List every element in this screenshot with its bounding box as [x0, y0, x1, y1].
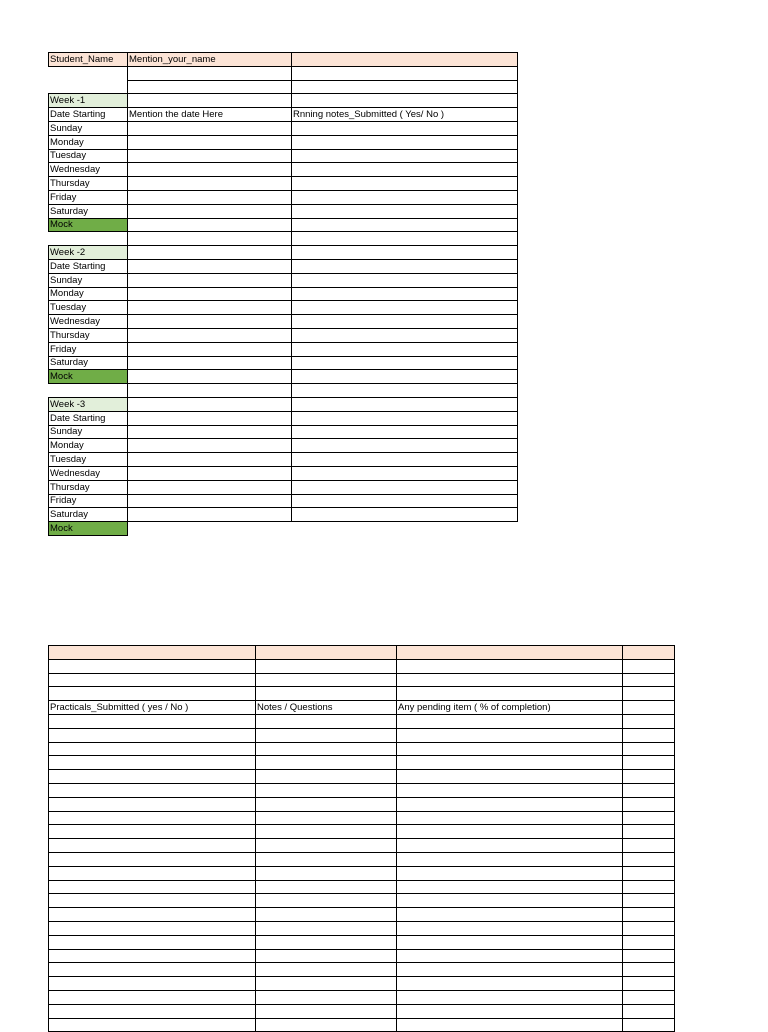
- cell[interactable]: [256, 852, 397, 866]
- cell[interactable]: [292, 177, 518, 191]
- cell[interactable]: [128, 80, 292, 94]
- mock-row: [49, 522, 518, 536]
- header-cell[interactable]: [397, 646, 623, 660]
- cell[interactable]: [623, 770, 675, 784]
- cell[interactable]: [128, 397, 292, 411]
- date-starting-label[interactable]: Date Starting: [49, 259, 128, 273]
- cell[interactable]: [128, 135, 292, 149]
- date-value-cell[interactable]: [128, 411, 292, 425]
- labels-row: [49, 701, 675, 715]
- cell[interactable]: [49, 990, 256, 1004]
- cell[interactable]: [292, 273, 518, 287]
- day-label[interactable]: Saturday: [49, 508, 128, 522]
- student-name-header[interactable]: Student_Name: [49, 53, 128, 67]
- blank-row: [49, 687, 675, 701]
- day-label[interactable]: Tuesday: [49, 149, 128, 163]
- cell[interactable]: [128, 315, 292, 329]
- cell[interactable]: [292, 370, 518, 384]
- cell[interactable]: [623, 1004, 675, 1018]
- cell[interactable]: [49, 880, 256, 894]
- weekly-schedule-table: [48, 52, 518, 536]
- cell[interactable]: [623, 659, 675, 673]
- cell[interactable]: [256, 866, 397, 880]
- week-row: [49, 94, 518, 108]
- day-row: [49, 273, 518, 287]
- blank-row: [49, 977, 675, 991]
- cell[interactable]: [623, 908, 675, 922]
- day-row: [49, 494, 518, 508]
- cell[interactable]: [623, 880, 675, 894]
- cell[interactable]: [256, 963, 397, 977]
- cell[interactable]: [397, 728, 623, 742]
- cell[interactable]: [292, 342, 518, 356]
- cell[interactable]: [397, 963, 623, 977]
- pending-item-label[interactable]: Any pending item ( % of completion): [397, 701, 623, 715]
- day-row: [49, 204, 518, 218]
- weekly-schedule-body: [49, 53, 518, 536]
- day-label[interactable]: Thursday: [49, 480, 128, 494]
- day-row: [49, 466, 518, 480]
- cell[interactable]: [623, 811, 675, 825]
- cell[interactable]: [128, 190, 292, 204]
- spacer-row: [49, 384, 518, 398]
- cell[interactable]: [623, 921, 675, 935]
- cell[interactable]: [397, 783, 623, 797]
- date-value-cell[interactable]: [128, 259, 292, 273]
- blank-row: [49, 811, 675, 825]
- date-starting-label[interactable]: Date Starting: [49, 411, 128, 425]
- cell[interactable]: [256, 894, 397, 908]
- cell[interactable]: [49, 714, 256, 728]
- cell[interactable]: [623, 852, 675, 866]
- week-label[interactable]: Week -3: [49, 397, 128, 411]
- day-row: [49, 190, 518, 204]
- cell[interactable]: [49, 811, 256, 825]
- header-cell[interactable]: [49, 646, 256, 660]
- cell[interactable]: [397, 839, 623, 853]
- week-row: [49, 246, 518, 260]
- cell[interactable]: [256, 825, 397, 839]
- cell[interactable]: [292, 163, 518, 177]
- date-starting-row: [49, 108, 518, 122]
- running-notes-cell[interactable]: Rnning notes_Submitted ( Yes/ No ): [292, 108, 518, 122]
- cell[interactable]: [623, 673, 675, 687]
- cell[interactable]: [292, 480, 518, 494]
- blank-row: [49, 1018, 675, 1032]
- cell[interactable]: [623, 756, 675, 770]
- mock-row: [49, 218, 518, 232]
- cell[interactable]: [623, 783, 675, 797]
- cell[interactable]: [49, 232, 128, 246]
- cell[interactable]: [128, 232, 292, 246]
- cell[interactable]: [49, 935, 256, 949]
- day-row: [49, 425, 518, 439]
- cell[interactable]: [128, 384, 292, 398]
- day-row: [49, 480, 518, 494]
- cell[interactable]: [256, 935, 397, 949]
- cell[interactable]: [292, 301, 518, 315]
- cell[interactable]: [623, 825, 675, 839]
- cell[interactable]: [292, 66, 518, 80]
- cell[interactable]: [256, 742, 397, 756]
- blank-row: [49, 866, 675, 880]
- cell[interactable]: [397, 977, 623, 991]
- cell[interactable]: [256, 728, 397, 742]
- cell[interactable]: [128, 508, 292, 522]
- cell[interactable]: [292, 204, 518, 218]
- blank-row: [49, 783, 675, 797]
- cell[interactable]: [128, 204, 292, 218]
- cell[interactable]: [292, 315, 518, 329]
- day-label[interactable]: Tuesday: [49, 301, 128, 315]
- cell[interactable]: [49, 756, 256, 770]
- cell[interactable]: [292, 356, 518, 370]
- cell[interactable]: [49, 659, 256, 673]
- cell[interactable]: [623, 687, 675, 701]
- blank-row: [49, 908, 675, 922]
- cell[interactable]: [292, 135, 518, 149]
- day-label[interactable]: Friday: [49, 494, 128, 508]
- blank-row: [49, 949, 675, 963]
- cell[interactable]: [128, 301, 292, 315]
- day-label[interactable]: Tuesday: [49, 453, 128, 467]
- cell[interactable]: [256, 770, 397, 784]
- day-label[interactable]: Friday: [49, 190, 128, 204]
- cell[interactable]: [256, 1004, 397, 1018]
- cell[interactable]: [128, 246, 292, 260]
- cell[interactable]: [128, 522, 292, 536]
- date-starting-row: [49, 411, 518, 425]
- blank-row: [49, 673, 675, 687]
- cell[interactable]: [49, 839, 256, 853]
- cell[interactable]: [397, 1004, 623, 1018]
- mock-label[interactable]: Mock: [49, 522, 128, 536]
- cell[interactable]: [256, 990, 397, 1004]
- cell[interactable]: [292, 80, 518, 94]
- cell[interactable]: [128, 453, 292, 467]
- cell[interactable]: [397, 797, 623, 811]
- cell[interactable]: [49, 825, 256, 839]
- cell[interactable]: [292, 453, 518, 467]
- cell[interactable]: [623, 949, 675, 963]
- header-cell[interactable]: [292, 53, 518, 67]
- cell[interactable]: [128, 218, 292, 232]
- cell[interactable]: [256, 673, 397, 687]
- day-row: [49, 163, 518, 177]
- cell[interactable]: [292, 287, 518, 301]
- cell[interactable]: [49, 1004, 256, 1018]
- cell[interactable]: [397, 935, 623, 949]
- cell[interactable]: [128, 163, 292, 177]
- day-row: [49, 301, 518, 315]
- cell[interactable]: [397, 770, 623, 784]
- header-cell[interactable]: [623, 646, 675, 660]
- day-label[interactable]: Wednesday: [49, 163, 128, 177]
- cell[interactable]: [623, 866, 675, 880]
- cell[interactable]: [292, 246, 518, 260]
- header-row: [49, 53, 518, 67]
- day-label[interactable]: Thursday: [49, 177, 128, 191]
- cell[interactable]: [128, 480, 292, 494]
- cell[interactable]: [49, 908, 256, 922]
- cell[interactable]: [128, 287, 292, 301]
- cell[interactable]: [292, 522, 518, 536]
- cell[interactable]: [292, 328, 518, 342]
- cell[interactable]: [292, 232, 518, 246]
- blank-row: [49, 728, 675, 742]
- cell[interactable]: [623, 977, 675, 991]
- cell[interactable]: [128, 273, 292, 287]
- day-label[interactable]: Sunday: [49, 425, 128, 439]
- day-label[interactable]: Monday: [49, 439, 128, 453]
- cell[interactable]: [128, 149, 292, 163]
- cell[interactable]: [623, 701, 675, 715]
- cell[interactable]: [292, 94, 518, 108]
- cell[interactable]: [623, 894, 675, 908]
- blank-row: [49, 839, 675, 853]
- cell[interactable]: [292, 439, 518, 453]
- blank-row: [49, 825, 675, 839]
- day-label[interactable]: Monday: [49, 135, 128, 149]
- cell[interactable]: [49, 742, 256, 756]
- cell[interactable]: [623, 839, 675, 853]
- practicals-submitted-label[interactable]: Practicals_Submitted ( yes / No ): [49, 701, 256, 715]
- day-label[interactable]: Saturday: [49, 356, 128, 370]
- cell[interactable]: [292, 149, 518, 163]
- cell[interactable]: [256, 949, 397, 963]
- cell[interactable]: [128, 425, 292, 439]
- cell[interactable]: [397, 1018, 623, 1032]
- day-label[interactable]: Saturday: [49, 204, 128, 218]
- cell[interactable]: [128, 66, 292, 80]
- cell[interactable]: [49, 852, 256, 866]
- day-label[interactable]: Monday: [49, 287, 128, 301]
- cell[interactable]: [49, 728, 256, 742]
- cell[interactable]: [256, 714, 397, 728]
- cell[interactable]: [128, 328, 292, 342]
- cell[interactable]: [256, 811, 397, 825]
- blank-row: [49, 935, 675, 949]
- cell[interactable]: [49, 949, 256, 963]
- cell[interactable]: [623, 714, 675, 728]
- cell[interactable]: [256, 880, 397, 894]
- cell[interactable]: [49, 1018, 256, 1032]
- day-row: [49, 315, 518, 329]
- day-row: [49, 453, 518, 467]
- day-row: [49, 135, 518, 149]
- notes-questions-label[interactable]: Notes / Questions: [256, 701, 397, 715]
- cell[interactable]: [49, 384, 128, 398]
- cell[interactable]: [256, 977, 397, 991]
- cell[interactable]: [397, 687, 623, 701]
- cell[interactable]: [256, 1018, 397, 1032]
- cell[interactable]: [292, 121, 518, 135]
- cell[interactable]: [623, 728, 675, 742]
- day-label[interactable]: Wednesday: [49, 466, 128, 480]
- blank-row: [49, 963, 675, 977]
- cell[interactable]: [397, 714, 623, 728]
- cell[interactable]: [256, 921, 397, 935]
- cell[interactable]: [128, 439, 292, 453]
- mock-label[interactable]: Mock: [49, 218, 128, 232]
- cell[interactable]: [49, 783, 256, 797]
- cell[interactable]: [49, 963, 256, 977]
- blank-row: [49, 659, 675, 673]
- week-label[interactable]: Week -2: [49, 246, 128, 260]
- blank-row: [49, 770, 675, 784]
- day-label[interactable]: Wednesday: [49, 315, 128, 329]
- day-row: [49, 121, 518, 135]
- running-notes-cell[interactable]: [292, 259, 518, 273]
- practicals-table: [48, 645, 675, 1032]
- cell[interactable]: [292, 466, 518, 480]
- cell[interactable]: [397, 742, 623, 756]
- cell[interactable]: [49, 894, 256, 908]
- cell[interactable]: [49, 921, 256, 935]
- cell[interactable]: [397, 866, 623, 880]
- cell[interactable]: [397, 852, 623, 866]
- cell[interactable]: [256, 783, 397, 797]
- cell[interactable]: [292, 508, 518, 522]
- cell[interactable]: [292, 397, 518, 411]
- mock-label[interactable]: Mock: [49, 370, 128, 384]
- cell[interactable]: [292, 190, 518, 204]
- day-row: [49, 356, 518, 370]
- header-row: [49, 646, 675, 660]
- week-label[interactable]: Week -1: [49, 94, 128, 108]
- day-row: [49, 177, 518, 191]
- blank-row: [49, 1004, 675, 1018]
- week-row: [49, 397, 518, 411]
- cell[interactable]: [128, 356, 292, 370]
- cell[interactable]: [623, 990, 675, 1004]
- cell[interactable]: [49, 80, 128, 94]
- cell[interactable]: [128, 370, 292, 384]
- cell[interactable]: [128, 94, 292, 108]
- date-starting-label[interactable]: Date Starting: [49, 108, 128, 122]
- cell[interactable]: [292, 494, 518, 508]
- cell[interactable]: [128, 494, 292, 508]
- blank-row: [49, 921, 675, 935]
- blank-row: [49, 66, 518, 80]
- cell[interactable]: [49, 673, 256, 687]
- cell[interactable]: [49, 66, 128, 80]
- cell[interactable]: [49, 977, 256, 991]
- cell[interactable]: [128, 466, 292, 480]
- day-row: [49, 328, 518, 342]
- cell[interactable]: [397, 949, 623, 963]
- cell[interactable]: [397, 921, 623, 935]
- cell[interactable]: [397, 825, 623, 839]
- date-starting-row: [49, 259, 518, 273]
- cell[interactable]: [397, 894, 623, 908]
- practicals-body: [49, 646, 675, 1032]
- cell[interactable]: [397, 659, 623, 673]
- running-notes-cell[interactable]: [292, 411, 518, 425]
- cell[interactable]: [292, 425, 518, 439]
- blank-row: [49, 80, 518, 94]
- cell[interactable]: [49, 797, 256, 811]
- blank-row: [49, 894, 675, 908]
- day-row: [49, 439, 518, 453]
- cell[interactable]: [397, 756, 623, 770]
- cell[interactable]: [292, 218, 518, 232]
- cell[interactable]: [128, 342, 292, 356]
- spacer-row: [49, 232, 518, 246]
- cell[interactable]: [397, 908, 623, 922]
- cell[interactable]: [256, 908, 397, 922]
- blank-row: [49, 852, 675, 866]
- cell[interactable]: [397, 811, 623, 825]
- cell[interactable]: [256, 839, 397, 853]
- day-row: [49, 149, 518, 163]
- cell[interactable]: [623, 935, 675, 949]
- blank-row: [49, 880, 675, 894]
- cell[interactable]: [256, 756, 397, 770]
- mock-row: [49, 370, 518, 384]
- cell[interactable]: [256, 797, 397, 811]
- cell[interactable]: [292, 384, 518, 398]
- day-label[interactable]: Sunday: [49, 121, 128, 135]
- blank-row: [49, 990, 675, 1004]
- day-label[interactable]: Thursday: [49, 328, 128, 342]
- cell[interactable]: [49, 687, 256, 701]
- cell[interactable]: [397, 673, 623, 687]
- date-value-cell[interactable]: Mention the date Here: [128, 108, 292, 122]
- cell[interactable]: [623, 797, 675, 811]
- cell[interactable]: [256, 659, 397, 673]
- blank-row: [49, 756, 675, 770]
- cell[interactable]: [623, 963, 675, 977]
- blank-row: [49, 742, 675, 756]
- header-cell[interactable]: [256, 646, 397, 660]
- cell[interactable]: [623, 742, 675, 756]
- cell[interactable]: [49, 770, 256, 784]
- day-label[interactable]: Sunday: [49, 273, 128, 287]
- cell[interactable]: [397, 990, 623, 1004]
- cell[interactable]: [397, 880, 623, 894]
- cell[interactable]: [623, 1018, 675, 1032]
- cell[interactable]: [128, 177, 292, 191]
- cell[interactable]: [49, 866, 256, 880]
- day-row: [49, 342, 518, 356]
- student-name-value[interactable]: Mention_your_name: [128, 53, 292, 67]
- blank-row: [49, 797, 675, 811]
- day-label[interactable]: Friday: [49, 342, 128, 356]
- day-row: [49, 287, 518, 301]
- cell[interactable]: [256, 687, 397, 701]
- cell[interactable]: [128, 121, 292, 135]
- blank-row: [49, 714, 675, 728]
- day-row: [49, 508, 518, 522]
